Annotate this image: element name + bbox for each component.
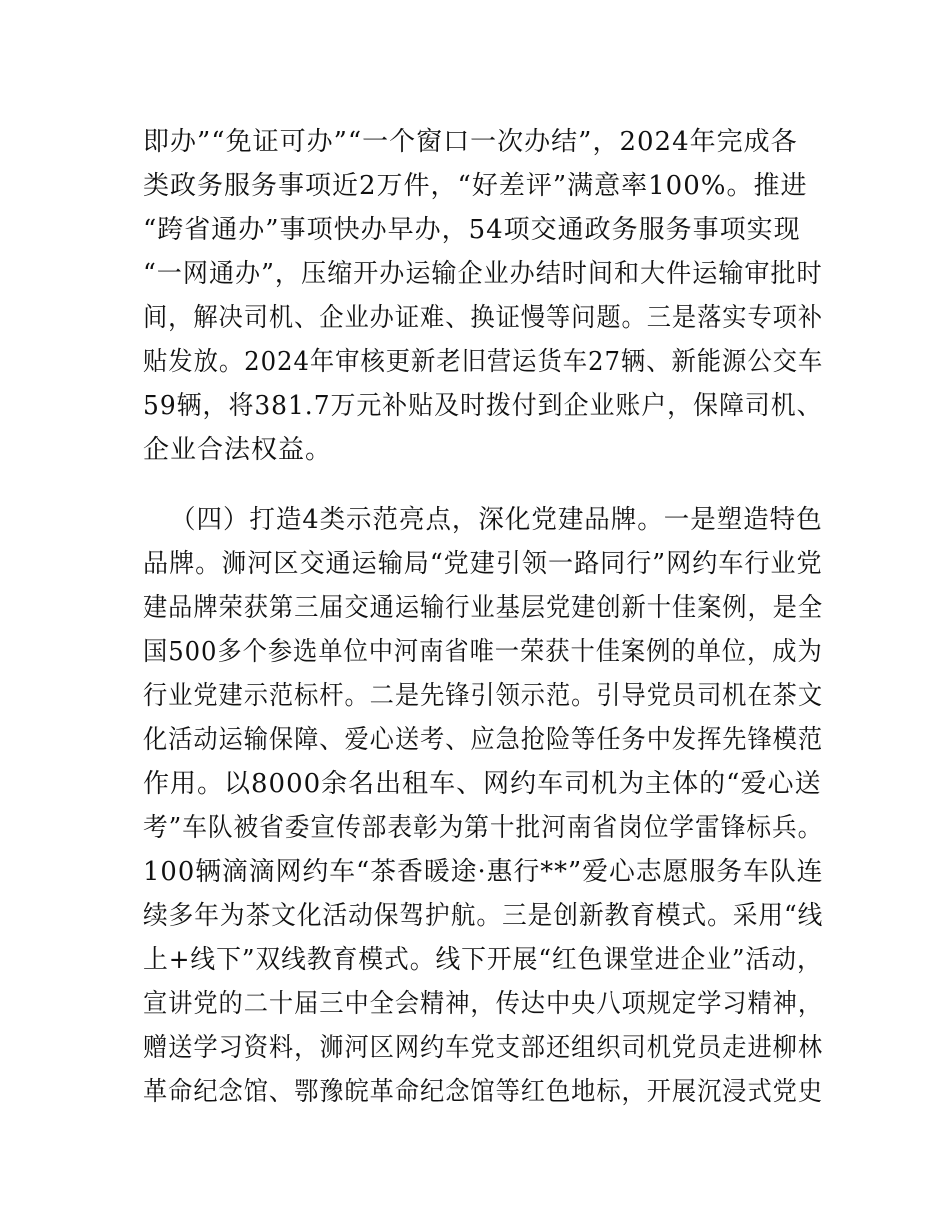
text-line: 革命纪念馆、鄂豫皖革命纪念馆等红色地标，开展沉浸式党史 [143, 1077, 824, 1107]
text-line: 化活动运输保障、爱心送考、应急抢险等任务中发挥先锋模范 [143, 725, 824, 755]
text-line: 品牌。浉河区交通运输局“党建引领一路同行”网约车行业党 [143, 549, 823, 579]
text-line: 国500多个参选单位中河南省唯一荣获十佳案例的单位，成为 [143, 637, 823, 667]
text-line: 上+线下”双线教育模式。线下开展“红色课堂进企业”活动， [143, 945, 823, 975]
text-line: （四）打造4类示范亮点，深化党建品牌。一是塑造特色 [170, 505, 823, 535]
text-line: 宣讲党的二十届三中全会精神，传达中央八项规定学习精神， [143, 989, 824, 1019]
text-line: 贴发放。2024年审核更新老旧营运货车27辆、新能源公交车 [143, 347, 824, 377]
text-line: 间，解决司机、企业办证难、换证慢等问题。三是落实专项补 [143, 303, 824, 333]
text-line: 59辆，将381.7万元补贴及时拨付到企业账户，保障司机、 [143, 391, 823, 421]
text-line: 即办”“免证可办”“一个窗口一次办结”，2024年完成各 [143, 127, 798, 157]
text-line: 赠送学习资料，浉河区网约车党支部还组织司机党员走进柳林 [143, 1033, 824, 1063]
text-line: “一网通办”，压缩开办运输企业办结时间和大件运输审批时 [143, 259, 823, 289]
text-line: 建品牌荣获第三届交通运输行业基层党建创新十佳案例，是全 [143, 593, 824, 623]
text-line: 100辆滴滴网约车“茶香暖途·惠行**”爱心志愿服务车队连 [143, 857, 824, 887]
text-line: 续多年为茶文化活动保驾护航。三是创新教育模式。采用“线 [143, 901, 824, 931]
text-line: “跨省通办”事项快办早办，54项交通政务服务事项实现 [143, 215, 801, 245]
text-line: 作用。以8000余名出租车、网约车司机为主体的“爱心送 [143, 769, 822, 799]
text-line: 企业合法权益。 [143, 435, 333, 465]
text-line: 类政务服务事项近2万件，“好差评”满意率100%。推进 [143, 171, 808, 201]
text-line: 行业党建示范标杆。二是先锋引领示范。引导党员司机在茶文 [143, 681, 824, 711]
text-line: 考”车队被省委宣传部表彰为第十批河南省岗位学雷锋标兵。 [143, 813, 824, 843]
